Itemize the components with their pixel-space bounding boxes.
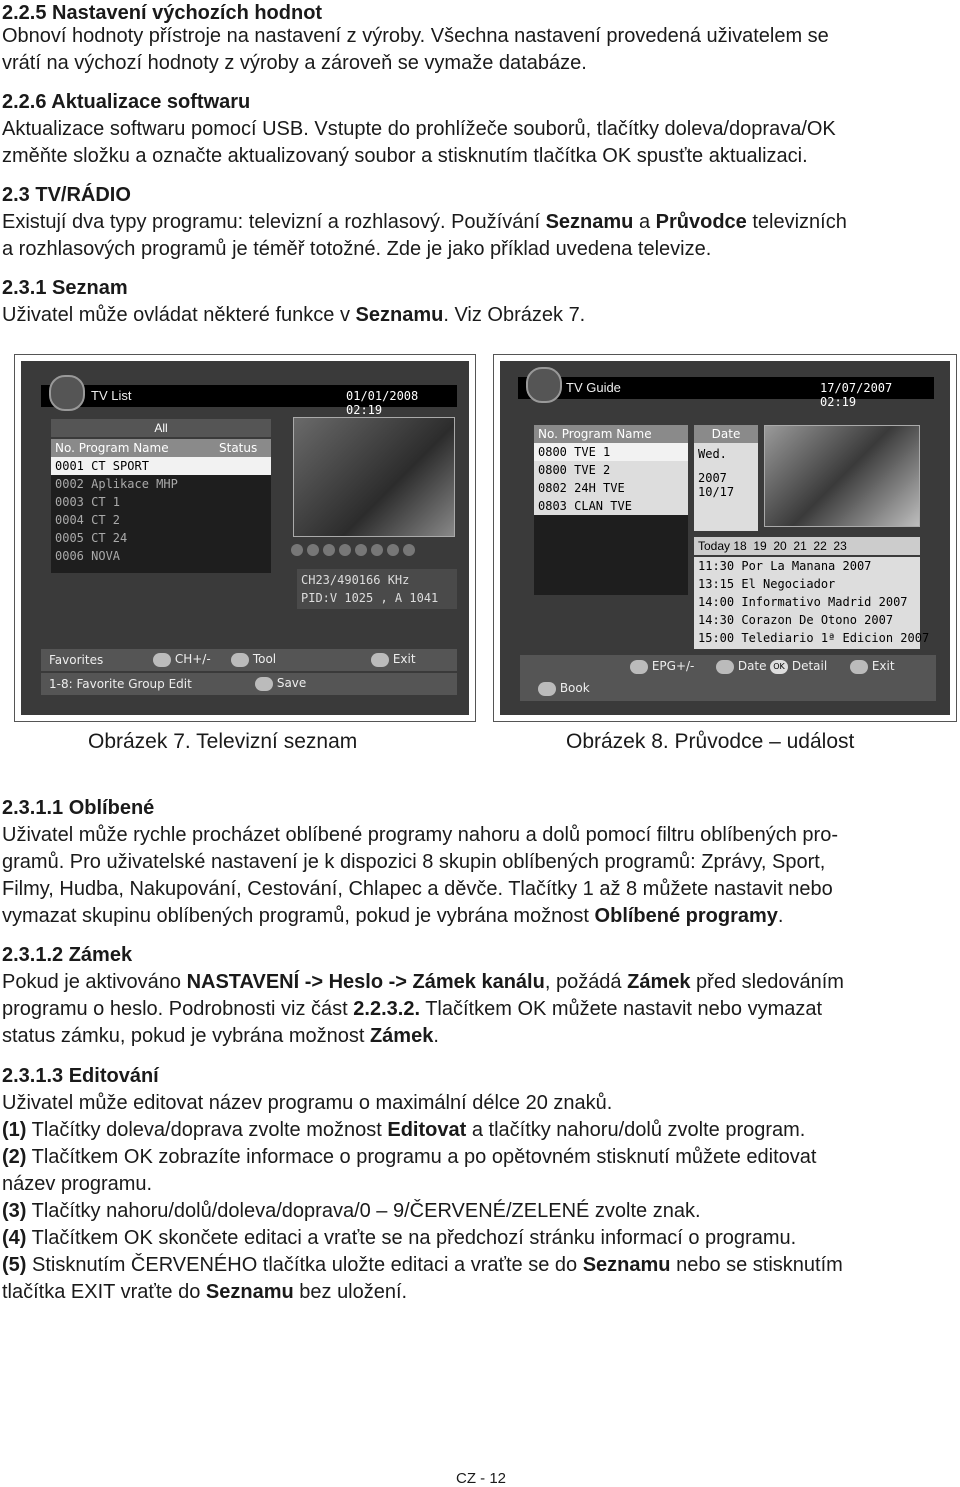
date-label: Date [737,659,767,673]
list-item[interactable]: 0001 CT SPORT [51,457,271,475]
text-run: Tlačítkem OK můžete nastavit nebo vymazat [420,998,823,1020]
list-header [534,425,688,443]
bold-text: Seznamu [355,304,444,326]
paragraph-line [2,996,822,1023]
paragraph-line: název programu. [2,1173,153,1195]
bold-text: Seznamu [205,1281,294,1303]
list-item[interactable]: 0004 CT 2 [55,513,121,527]
favorites-label[interactable]: Favorites [49,653,104,667]
step-number: (3) [2,1200,27,1222]
heading-2-3: 2.3 TV/RÁDIO [2,184,131,206]
date-header: Date [694,425,758,443]
text-run: před sledováním [690,971,844,993]
col-name: Program Name [561,427,652,441]
status-icon [403,544,415,556]
text-run: . Viz Obrázek 7. [443,304,586,326]
tool-label: Tool [252,652,277,666]
text-run: nebo se stisknutím [670,1254,843,1276]
status-icon [371,544,383,556]
event-item[interactable]: 11:30 Por La Manana 2007 [698,559,872,573]
exit-button[interactable] [850,659,895,674]
figure-8-caption: Obrázek 8. Průvodce – událost [566,730,855,753]
text-run: bez uložení. [293,1281,408,1303]
exit-label: Exit [871,659,895,673]
list-item[interactable]: 0800 TVE 1 [534,443,688,461]
status-icon [387,544,399,556]
bold-text: Editovat [387,1119,467,1141]
bold-text: NASTAVENÍ -> Heslo -> Zámek kanálu [186,971,545,993]
paragraph-line [2,1279,407,1306]
paragraph-line: Aktualizace softwaru pomocí USB. Vstupte do prohlížeče souborů, tlačítky doleva/doprava/OK [2,118,836,140]
detail-button[interactable] [770,659,827,674]
bold-text: Zámek [369,1025,434,1047]
paragraph-line [2,1198,701,1225]
text-run: a tlačítky nahoru/dolů zvolte program. [466,1119,806,1141]
program-list [534,425,688,595]
list-item[interactable]: 0803 CLAN TVE [534,497,688,515]
title-bar [518,377,934,409]
save-button[interactable] [255,676,306,691]
tv-screen [500,361,950,715]
tv-screen [21,361,469,715]
figure-7-caption: Obrázek 7. Televizní seznam [88,730,358,753]
group-selector[interactable]: All [51,419,271,437]
paragraph-line [2,1144,816,1171]
datetime: 17/07/2007 02:19 [820,381,893,409]
list-header [51,439,271,457]
text-run: a [633,211,656,233]
list-item[interactable]: 0006 NOVA [55,549,121,563]
bold-text: Zámek [627,971,691,993]
col-no: No. [538,427,558,441]
title-bar [41,385,457,417]
video-preview [293,417,455,537]
exit-icon [850,660,868,674]
col-status: Status [219,441,258,455]
epg-label: EPG+/- [651,659,695,673]
bold-text: 2.2.3.2. [353,998,421,1020]
event-item[interactable]: 15:00 Telediario 1ª Edicion 2007 [698,631,930,645]
bold-text: Oblíbené programy [594,905,778,927]
date-label: 10/17 [698,485,735,499]
paragraph-line [2,1023,439,1050]
list-item[interactable]: 0003 CT 1 [55,495,121,509]
figure-tv-guide [493,354,957,722]
datetime: 01/01/2008 02:19 [346,389,419,417]
list-item[interactable]: 0002 Aplikace MHP [55,477,178,491]
bold-text: Seznamu [582,1254,671,1276]
day-label: Wed. [698,447,727,461]
heading-2-3-1: 2.3.1 Seznam [2,277,128,299]
group-edit-label: 1-8: Favorite Group Edit [49,677,192,691]
frequency-info: CH23/490166 KHz [301,573,410,587]
paragraph-line: vrátí na výchozí hodnoty z výroby a zároveň se vymaže databáze. [2,52,587,74]
text-run: televizních [746,211,847,233]
save-label: Save [276,676,307,690]
paragraph-line: Uživatel může rychle procházet oblíbené programy nahoru a dolů pomocí filtru oblíbených pro- [2,824,838,846]
icon-row [291,543,457,557]
paragraph-line: Filmy, Hudba, Nakupování, Cestování, Chlapec a děvče. Tlačítky 1 až 8 můžete nastavit nebo [2,878,833,900]
channel-info [297,569,457,609]
text-run: Existují dva typy programu: televizní a rozhlasový. Používání [2,211,546,233]
bold-text: Průvodce [655,211,747,233]
save-icon [255,677,273,691]
logo-icon [526,367,562,403]
event-item[interactable]: 14:00 Informativo Madrid 2007 [698,595,908,609]
status-icon [339,544,351,556]
step-number: (4) [2,1227,27,1249]
list-item[interactable]: 0800 TVE 2 [534,461,688,479]
date-panel [694,425,758,531]
page-number: CZ - 12 [456,1470,507,1487]
paragraph-line [2,302,585,329]
up-down-icon [630,660,648,674]
heading-2-3-1-1: 2.3.1.1 Oblíbené [2,797,155,819]
footer-row-1 [41,649,457,671]
text-run: . [777,905,784,927]
paragraph-line: Obnoví hodnoty přístroje na nastavení z výroby. Všechna nastavení provedená uživatelem se [2,25,829,47]
screen-title: TV List [91,388,132,403]
exit-icon [371,653,389,667]
step-number: (1) [2,1119,27,1141]
col-name: Program Name [78,441,169,455]
status-icon [323,544,335,556]
heading-2-3-1-3: 2.3.1.3 Editování [2,1065,159,1087]
paragraph-line [2,1225,796,1252]
col-no: No. [55,441,75,455]
book-button[interactable] [538,681,590,696]
event-item[interactable]: 13:15 El Negociador [698,577,836,591]
left-right-icon [231,653,249,667]
heading-2-2-6: 2.2.6 Aktualizace softwaru [2,91,251,113]
bold-text: Seznamu [545,211,634,233]
text-run: vymazat skupinu oblíbených programů, pokud je vybrána možnost [2,905,595,927]
paragraph-line [2,903,783,930]
screen-title: TV Guide [566,380,621,395]
list-item[interactable]: 0005 CT 24 [55,531,128,545]
status-icon [291,544,303,556]
book-label: Book [559,681,590,695]
event-item[interactable]: 14:30 Corazon De Otono 2007 [698,613,894,627]
text-run: Tlačítkem OK skončete editaci a vraťte se na předchozí stránku informací o programu. [26,1227,797,1249]
footer-row-2 [41,673,457,695]
program-list [51,439,271,573]
ok-icon: OK [770,660,788,674]
paragraph-line: gramů. Pro uživatelské nastavení je k dispozici 8 skupin oblíbených programů: Zprávy, Sport, [2,851,826,873]
paragraph-line [2,1252,843,1279]
pid-info: PID:V 1025 , A 1041 [301,591,439,605]
text-run: programu o heslo. Podrobnosti viz část [2,998,354,1020]
text-run: Pokud je aktivováno [2,971,187,993]
text-run: Uživatel může ovládat některé funkce v [2,304,356,326]
paragraph-line: a rozhlasových programů je téměř totožné. Zde je jako příklad uvedena televize. [2,238,712,260]
exit-button[interactable] [371,652,416,667]
paragraph-line [2,1117,805,1144]
footer-bar [520,655,936,701]
paragraph-line: Uživatel může editovat název programu o maximální délce 20 znaků. [2,1092,613,1114]
paragraph-line [2,969,844,996]
exit-label: Exit [392,652,416,666]
video-preview [764,425,920,527]
text-run: tlačítka EXIT vraťte do [2,1281,206,1303]
day-selector[interactable]: Today 18 19 20 21 22 23 [694,537,920,555]
heading-2-3-1-2: 2.3.1.2 Zámek [2,944,133,966]
epg-button[interactable] [630,659,694,674]
text-run: Tlačítkem OK zobrazíte informace o programu a po opětovném stisknutí můžete editovat [26,1146,817,1168]
paragraph-line: změňte složku a označte aktualizovaný soubor a stisknutím tlačítka OK spusťte aktualizaci. [2,145,808,167]
step-number: (5) [2,1254,27,1276]
logo-icon [49,375,85,411]
step-number: (2) [2,1146,27,1168]
ch-label: CH+/- [174,652,211,666]
text-run: Tlačítky doleva/doprava zvolte možnost [26,1119,388,1141]
ch-button[interactable] [153,652,211,667]
heading-2-2-5: 2.2.5 Nastavení výchozích hodnot [2,2,323,24]
text-run: . [433,1025,439,1047]
status-icon [355,544,367,556]
tool-button[interactable] [231,652,276,667]
list-item[interactable]: 0802 24H TVE [534,479,688,497]
text-run: status zámku, pokud je vybrána možnost [2,1025,370,1047]
text-run: Stisknutím ČERVENÉHO tlačítka uložte editaci a vraťte se do [26,1254,583,1276]
status-icon [307,544,319,556]
left-right-icon [716,660,734,674]
date-button[interactable] [716,659,767,674]
book-icon [538,682,556,696]
text-run: , požádá [544,971,628,993]
year-label: 2007 [698,471,727,485]
paragraph-line [2,209,847,236]
text-run: Tlačítky nahoru/dolů/doleva/doprava/0 – 9/ČERVENÉ/ZELENÉ zvolte znak. [26,1200,701,1222]
detail-label: Detail [791,659,828,673]
event-list [694,557,930,649]
figure-tv-list [14,354,476,722]
up-down-icon [153,653,171,667]
